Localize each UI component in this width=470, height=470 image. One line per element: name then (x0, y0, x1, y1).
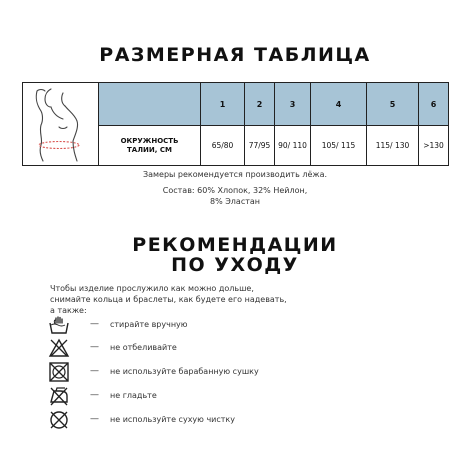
waist-value-1: 65/80 (201, 126, 245, 166)
size-table (22, 82, 449, 166)
care-text: не используйте барабанную сушку (110, 367, 259, 376)
size-table-title: РАЗМЕРНАЯ ТАБЛИЦА (99, 44, 371, 66)
composition-line2: 8% Эластан (209, 197, 261, 206)
size-header-row (23, 83, 449, 126)
body-figure (23, 83, 99, 166)
no-iron-icon (48, 385, 70, 407)
care-intro-line1: Чтобы изделие прослужило как можно дольше, (50, 284, 254, 293)
care-item (48, 385, 428, 407)
care-intro (50, 283, 430, 316)
care-dash: — (90, 366, 99, 376)
size-col-6: 6 (419, 83, 449, 126)
waist-label-line2: ТАЛИИ, СМ (127, 145, 172, 154)
size-col-5: 5 (367, 83, 419, 126)
care-item (48, 409, 428, 431)
waist-value-2: 77/95 (245, 126, 275, 166)
care-text: не гладьте (110, 391, 157, 400)
care-text: стирайте вручную (110, 320, 188, 329)
care-title-line2: ПО УХОДУ (171, 254, 299, 276)
care-item (48, 314, 428, 336)
waist-value-5: 115/ 130 (367, 126, 419, 166)
care-intro-line3: а также: (50, 306, 87, 315)
waist-value-3: 90/ 110 (275, 126, 311, 166)
care-text: не используйте сухую чистку (110, 415, 235, 424)
measure-note: Замеры рекомендуется производить лёжа. (142, 170, 328, 179)
no-bleach-icon (48, 337, 70, 359)
no-dry-clean-icon (48, 409, 70, 431)
no-tumble-dry-icon (48, 361, 70, 383)
size-col-4: 4 (311, 83, 367, 126)
care-dash: — (90, 342, 99, 352)
care-dash: — (90, 319, 99, 329)
size-col-2: 2 (245, 83, 275, 126)
size-col-1: 1 (201, 83, 245, 126)
care-item (48, 337, 428, 359)
waist-label-line1: ОКРУЖНОСТЬ (120, 136, 179, 145)
care-text: не отбеливайте (110, 343, 177, 352)
composition-line1: Состав: 60% Хлопок, 32% Нейлон, (162, 186, 308, 195)
hand-wash-icon (48, 314, 70, 336)
body-silhouette-icon (23, 83, 99, 163)
care-title-line1: РЕКОМЕНДАЦИИ (132, 234, 338, 256)
header-empty-cell (99, 83, 201, 126)
waist-row-label (99, 126, 201, 166)
waist-value-4: 105/ 115 (311, 126, 367, 166)
care-intro-line2: снимайте кольца и браслеты, как будете его надевать, (50, 295, 287, 304)
size-col-3: 3 (275, 83, 311, 126)
waist-value-6: >130 (419, 126, 449, 166)
care-dash: — (90, 390, 99, 400)
care-item (48, 361, 428, 383)
care-dash: — (90, 414, 99, 424)
